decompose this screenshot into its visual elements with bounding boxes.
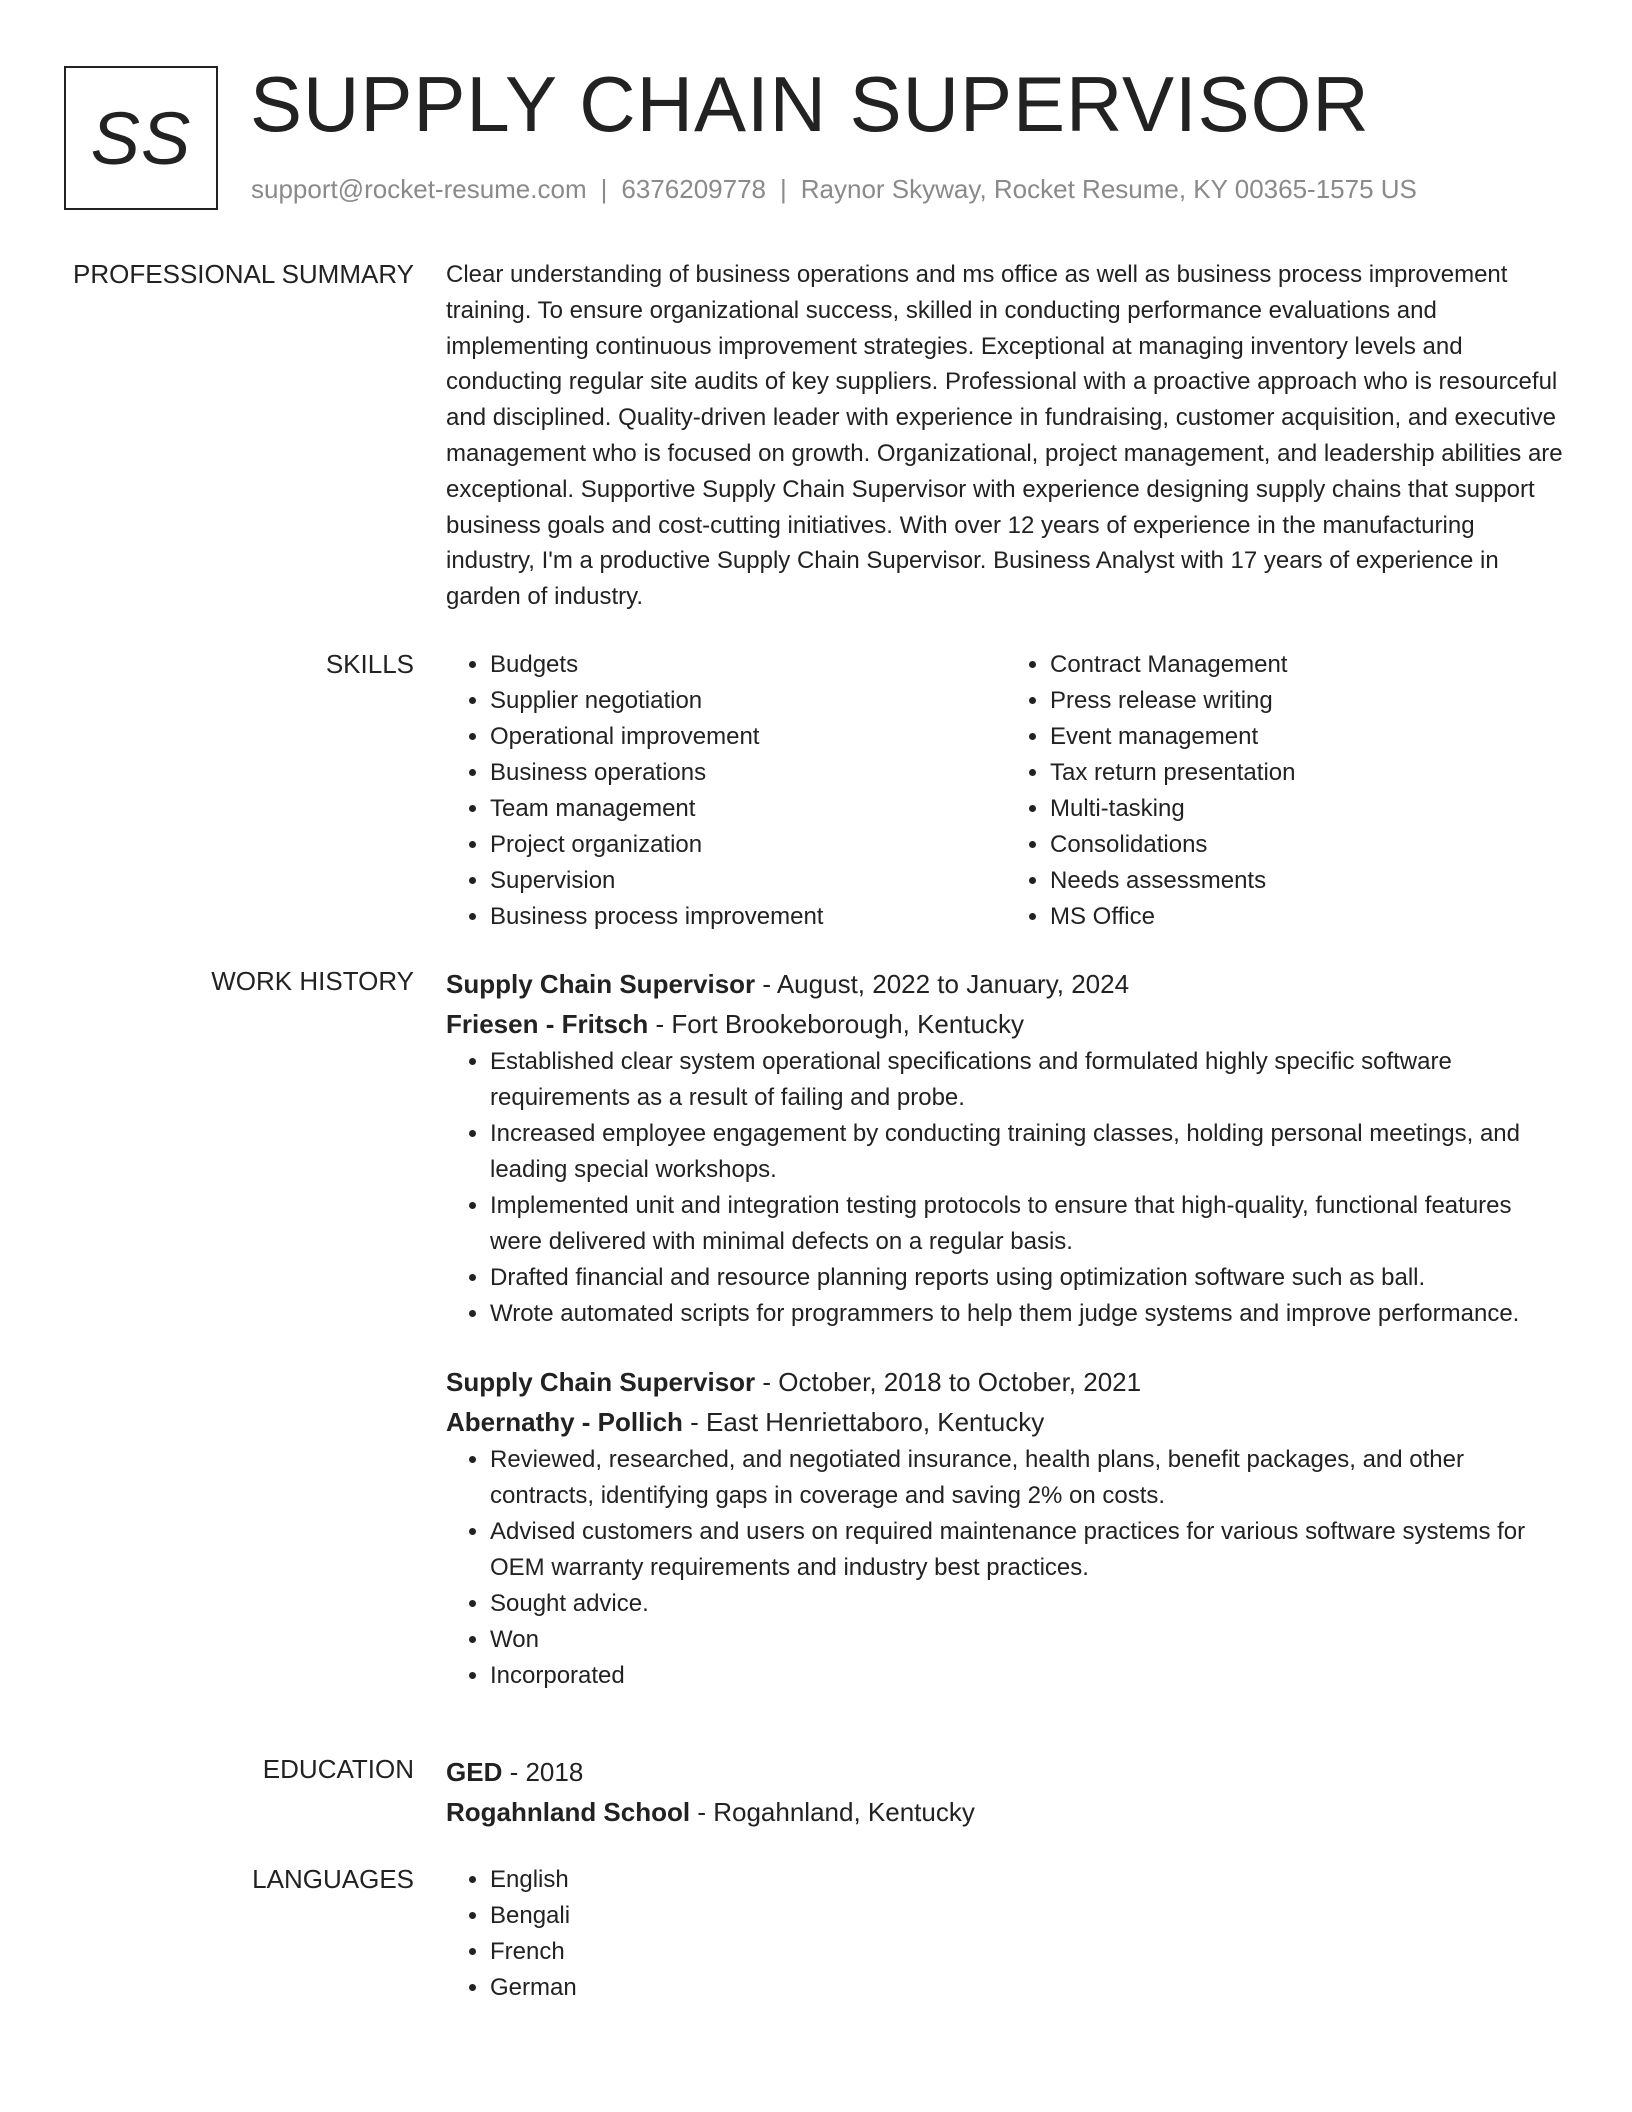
job-dates: - October, 2018 to October, 2021 (755, 1367, 1142, 1397)
language-item: • English (490, 1862, 1566, 1898)
job-bullet: • Reviewed, researched, and negotiated insurance, health plans, benefit packages, and other contracts, identifying gaps in coverage and saving 2% on costs. (490, 1442, 1566, 1514)
skill-item: • Project organization (490, 827, 1006, 863)
skill-item: • Consolidations (1050, 827, 1566, 863)
job-bullet: • Established clear system operational specifications and formulated highly specific software requirements as a result of failing and probe. (490, 1044, 1566, 1116)
contact-separator: | (780, 174, 787, 204)
job-bullet: • Drafted financial and resource planning reports using optimization software such as ball. (490, 1260, 1566, 1296)
job-dates: - August, 2022 to January, 2024 (755, 969, 1130, 999)
skill-item: • Team management (490, 791, 1006, 827)
job-bullet: • Incorporated (490, 1658, 1566, 1694)
section-title-summary: PROFESSIONAL SUMMARY (73, 259, 414, 289)
job-company-line (446, 1004, 1566, 1044)
skill-item: • Supplier negotiation (490, 683, 1006, 719)
summary-text: Clear understanding of business operations and ms office as well as business process improvement training. To ensure organizational success, skilled in conducting performance evaluations and implementing continuous improvement strategies. Exceptional at managing inventory levels and conducting regular site audits of key suppliers. Professional with a proactive approach who is resourceful and disciplined. Quality-driven leader with experience in fundraising, customer acquisition, and executive management who is focused on growth. Organizational, project management, and leadership abilities are exceptional. Supportive Supply Chain Supervisor with experience designing supply chains that support business goals and cost-cutting initiatives. With over 12 years of experience in the manufacturing industry, I'm a productive Supply Chain Supervisor. Business Analyst with 17 years of experience in garden of industry. (446, 261, 1563, 611)
job-bullet: • Wrote automated scripts for programmers to help them judge systems and improve performance. (490, 1296, 1566, 1332)
skill-item: • Needs assessments (1050, 863, 1566, 899)
skills-list-right (1006, 647, 1566, 935)
skill-item: • Event management (1050, 719, 1566, 755)
job-bullets (446, 1442, 1566, 1694)
job-company: Abernathy - Pollich (446, 1407, 683, 1437)
resume-name: SUPPLY CHAIN SUPERVISOR (250, 60, 1370, 148)
education-degree: GED (446, 1757, 503, 1787)
language-item: • German (490, 1970, 1566, 2006)
monogram-logo: SS (64, 66, 218, 210)
skills-columns (446, 647, 1566, 935)
summary-body (446, 257, 1566, 615)
skill-item: • Multi-tasking (1050, 791, 1566, 827)
skill-item: • Budgets (490, 647, 1006, 683)
skill-item: • Business process improvement (490, 899, 1006, 935)
education-school: Rogahnland School (446, 1797, 691, 1827)
section-title-work: WORK HISTORY (211, 966, 414, 996)
job-bullet: • Sought advice. (490, 1586, 1566, 1622)
job-position: Supply Chain Supervisor (446, 1367, 756, 1397)
job-position: Supply Chain Supervisor (446, 969, 756, 999)
skills-list-left (446, 647, 1006, 935)
education-school-line (446, 1792, 1566, 1832)
contact-line (251, 174, 1417, 205)
job-entry (446, 1362, 1566, 1694)
work-body (446, 964, 1566, 1694)
skill-item: • Business operations (490, 755, 1006, 791)
job-bullets (446, 1044, 1566, 1332)
education-body (446, 1752, 1566, 1832)
contact-separator: | (600, 174, 608, 204)
skill-item: • Tax return presentation (1050, 755, 1566, 791)
job-location: - East Henriettaboro, Kentucky (682, 1407, 1045, 1437)
contact-address: Raynor Skyway, Rocket Resume, KY 00365-1575 US (800, 174, 1417, 204)
education-year: - 2018 (502, 1757, 584, 1787)
section-title-education: EDUCATION (262, 1754, 414, 1784)
job-company-line (446, 1402, 1566, 1442)
job-title-line (446, 964, 1566, 1004)
languages-list (446, 1862, 1566, 2006)
job-bullet: • Won (490, 1622, 1566, 1658)
skill-item: • Supervision (490, 863, 1006, 899)
job-entry (446, 964, 1566, 1332)
skills-body (446, 647, 1566, 935)
language-item: • French (490, 1934, 1566, 1970)
job-title-line (446, 1362, 1566, 1402)
languages-body (446, 1862, 1566, 2006)
job-location: - Fort Brookeborough, Kentucky (648, 1009, 1025, 1039)
job-company: Friesen - Fritsch (446, 1009, 649, 1039)
language-item: • Bengali (490, 1898, 1566, 1934)
contact-email[interactable]: support@rocket-resume.com (251, 174, 587, 204)
skill-item: • Contract Management (1050, 647, 1566, 683)
job-bullet: • Increased employee engagement by conducting training classes, holding personal meetings, and leading special workshops. (490, 1116, 1566, 1188)
education-location: - Rogahnland, Kentucky (690, 1797, 975, 1827)
skill-item: • Operational improvement (490, 719, 1006, 755)
contact-phone[interactable]: 6376209778 (621, 174, 766, 204)
skill-item: • Press release writing (1050, 683, 1566, 719)
section-title-languages: LANGUAGES (252, 1864, 414, 1894)
education-degree-line (446, 1752, 1566, 1792)
job-bullet: • Advised customers and users on required maintenance practices for various software systems for OEM warranty requirements and industry best practices. (490, 1514, 1566, 1586)
section-title-skills: SKILLS (325, 649, 414, 679)
resume-header (64, 60, 1564, 216)
skill-item: • MS Office (1050, 899, 1566, 935)
job-bullet: • Implemented unit and integration testing protocols to ensure that high-quality, functional features were delivered with minimal defects on a regular basis. (490, 1188, 1566, 1260)
